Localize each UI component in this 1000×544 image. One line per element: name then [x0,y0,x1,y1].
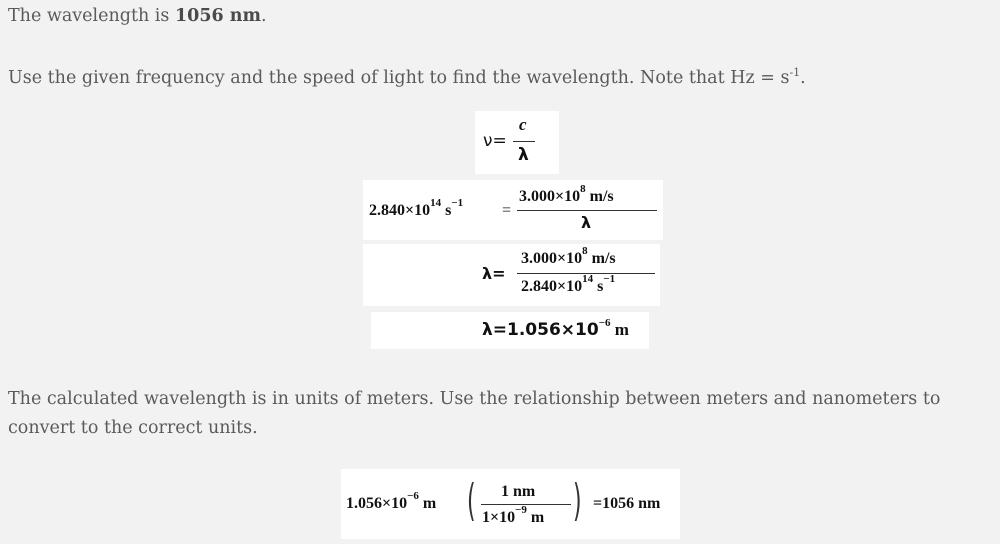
equation-2 [363,180,663,240]
eq5-denominator: $1\times 10^{-9}$ m [482,504,545,526]
answer-prefix: The wavelength is [8,6,170,26]
eq5-left-paren: ( [467,475,476,526]
step1-text [8,58,994,93]
eq4-text: $\lambda=1.056\times 10^{-6}$ m [482,317,629,340]
eq3-lhs: λ= [482,264,506,283]
answer-suffix: . [261,6,267,26]
step1-text-before: Use the given frequency and the speed of light to find the wavelength. Note that Hz = s [8,67,790,88]
eq5-lhs: $1.056\times 10^{-6}$ m [346,490,437,512]
step2-text: The calculated wavelength is in units of meters. Use the relationship between meters and nanometers to convert to the correct units. [8,389,941,438]
answer-text [8,2,994,31]
eq2-equals: = [502,202,512,219]
eq2-fraction-bar [517,210,657,211]
eq1-fraction-bar [513,141,535,142]
equation-5 [341,469,680,539]
answer-value: 1056 nm [174,6,262,26]
eq3-numerator: $3.000\times 10^8$ m/s [521,245,616,267]
equation-1 [475,111,559,174]
eq3-denominator: $2.840\times 10^{14}$ $s^{-1}$ [521,273,616,295]
eq1-numerator: c [519,115,527,134]
step1-text-after: . [800,67,806,88]
eq1-lhs: ν= [483,131,507,151]
step1-sup: -1 [789,66,801,79]
equation-3 [363,244,660,306]
eq2-lhs: $2.840\times 10^{14}$ $s^{-1}$ [369,197,464,219]
eq1-denominator: λ [518,145,529,165]
eq5-result: =1056 nm [593,495,661,512]
eq5-numerator: 1 nm [501,483,536,500]
equation-4 [371,312,649,349]
eq2-denominator: λ [581,213,592,232]
eq2-numerator: $3.000\times 10^8$ m/s [519,183,614,205]
eq5-right-paren: ) [573,475,582,526]
